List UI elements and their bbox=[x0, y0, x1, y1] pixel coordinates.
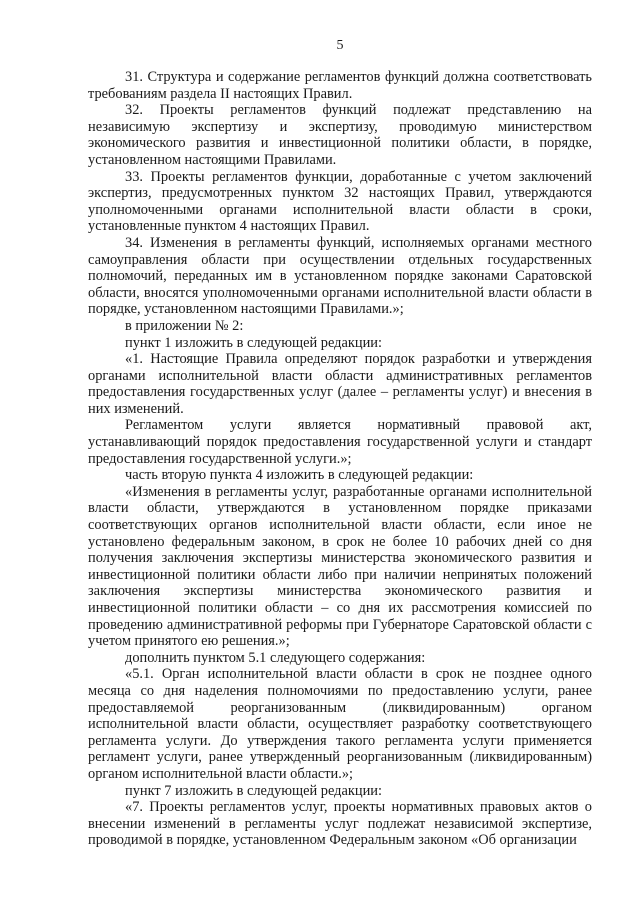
paragraph-32: 32. Проекты регламентов функций подлежат представлению на независимую экспертизу и экспертизу, проводимую министерством экономического развития и инвестиционной политики области, в порядке, установленном настоящими Правилами. bbox=[88, 102, 592, 168]
paragraph-item-7-intro: пункт 7 изложить в следующей редакции: bbox=[125, 782, 382, 799]
paragraph-34: 34. Изменения в регламенты функций, исполняемых органами местного самоуправления области при осуществлении отдельных государственных полномочий, переданных им в установленном порядке законами Саратовской области, вносятся уполномоченными органами исполнительной власти области в порядке, установленном настоящими Правилами.»; bbox=[88, 234, 592, 318]
paragraph-item-5-1-intro: дополнить пунктом 5.1 следующего содержания: bbox=[125, 649, 426, 666]
paragraph-31: 31. Структура и содержание регламентов функций должна соответствовать требованиям раздела II настоящих Правил. bbox=[88, 69, 592, 102]
paragraph-33: 33. Проекты регламентов функции, доработанные с учетом заключений экспертиз, предусмотренных пунктом 32 настоящих Правил, утверждаются уполномоченными органами исполнительной власти области в сроки, установленные пунктом 4 настоящих Правил. bbox=[88, 168, 592, 235]
paragraph-item-7-text: «7. Проекты регламентов услуг, проекты нормативных правовых актов о внесении изменений в регламенты услуг подлежат независимой экспертизе, проводимой в порядке, установленном Федеральным законом «Об организации bbox=[88, 799, 592, 849]
paragraph-item-4-intro: часть вторую пункта 4 изложить в следующей редакции: bbox=[125, 467, 474, 484]
paragraph-item-1-text: «1. Настоящие Правила определяют порядок разработки и утверждения органами исполнительной власти области административных регламентов предоставления государственных услуг (далее – регламенты услуг) и внесения в них изменений. bbox=[88, 351, 592, 417]
paragraph-appendix-2-intro: в приложении № 2: bbox=[125, 317, 244, 334]
page-number: 5 bbox=[336, 38, 344, 53]
paragraph-item-5-1-text: «5.1. Орган исполнительной власти области в срок не позднее одного месяца со дня наделения полномочиями по предоставлению услуги, ранее предоставляемой реорганизованным (ликвидированным) органом исполнительной власти области, осуществляет разработку соответствующего регламента услуги. До утверждения такого регламента услуги применяется регламент услуги, ранее утвержденный реорганизованным (ликвидированным) органом исполнительной власти области.»; bbox=[88, 666, 592, 782]
paragraph-item-4-text: «Изменения в регламенты услуг, разработанные органами исполнительной власти области, утверждаются в установленном порядке приказами соответствующих органов исполнительной власти области, если иное не установлено федеральным законом, в срок не более 10 рабочих дней со дня получения заключения экспертизы министерства экономического развития и инвестиционной политики области либо при наличии непринятых положений заключения экспертизы министерства экономического развития и инвестиционной политики области – со дня их рассмотрения комиссией по проведению административной реформы при Губернаторе Саратовской области с учетом принятого ею решения.»; bbox=[88, 483, 592, 650]
paragraph-item-1-intro: пункт 1 изложить в следующей редакции: bbox=[125, 334, 382, 351]
document-page bbox=[88, 38, 592, 849]
paragraph-service-regulation-definition: Регламентом услуги является нормативный правовой акт, устанавливающий порядок предоставления государственной услуги и стандарт предоставления государственной услуги.»; bbox=[88, 417, 592, 467]
